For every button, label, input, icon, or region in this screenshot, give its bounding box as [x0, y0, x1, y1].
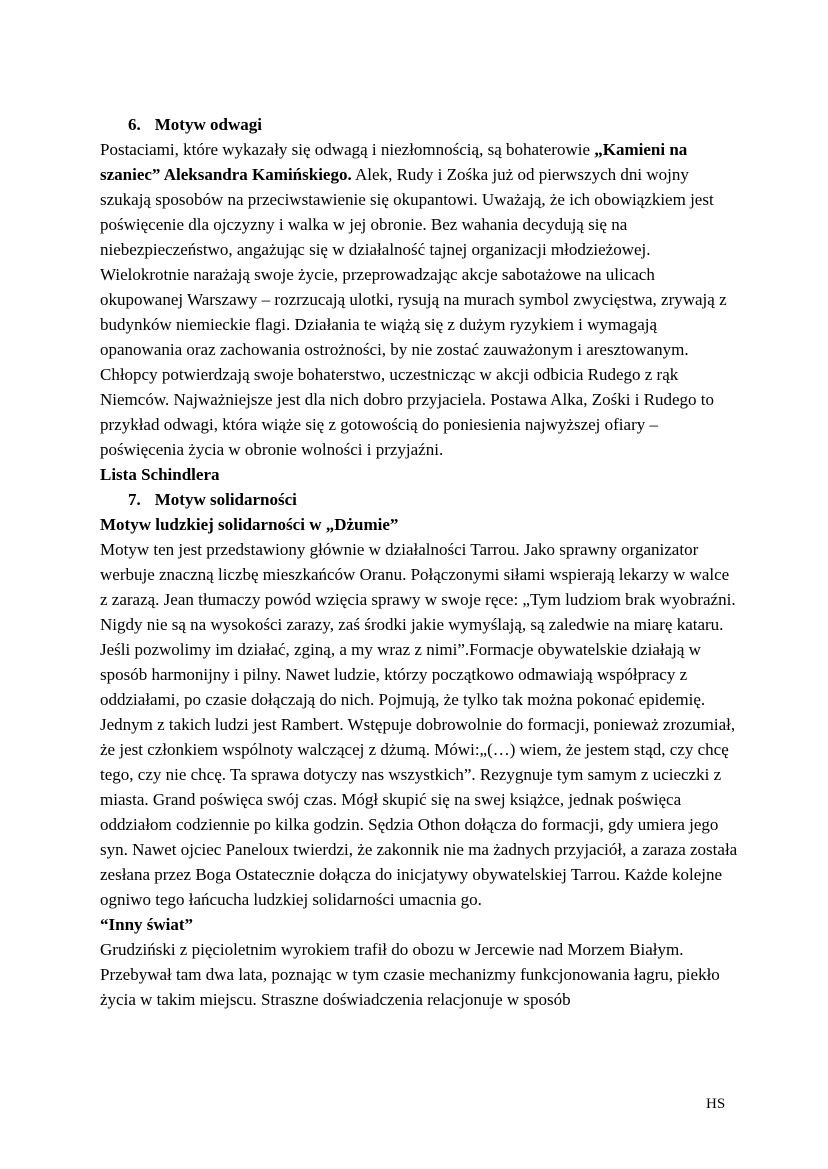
subheading-lista-schindlera: Lista Schindlera	[100, 465, 220, 484]
heading-text: Motyw odwagi	[154, 115, 262, 134]
subheading-inny-swiat: “Inny świat”	[100, 915, 194, 934]
subheading-dzuma: Motyw ludzkiej solidarności w „Dżumie”	[100, 515, 399, 534]
paragraph-run-bold: „Kamieni na szaniec” Aleksandra Kamińskiego.	[100, 140, 688, 184]
heading-text: Motyw solidarności	[154, 490, 297, 509]
paragraph-inny-swiat	[100, 937, 740, 1012]
heading-number: 6.	[128, 115, 141, 134]
heading-motyw-solidarnosci	[100, 487, 740, 512]
heading-number: 7.	[128, 490, 141, 509]
paragraph-run: Grudziński z pięcioletnim wyrokiem trafił do obozu w Jercewie nad Morzem Białym. Przebywał tam dwa lata, poznając w tym czasie mechanizmy funkcjonowania łagru, piekło życia w takim miejscu. Straszne doświadczenia relacjonuje w sposób	[100, 940, 720, 1009]
paragraph-dzuma	[100, 537, 740, 912]
page-footer-initials: HS	[706, 1096, 726, 1112]
paragraph-run: Motyw ten jest przedstawiony głównie w działalności Tarrou. Jako sprawny organizator werbuje znaczną liczbę mieszkańców Oranu. Połączonymi siłami wspierają lekarzy w walce z zarazą. Jean tłumaczy powód wzięcia sprawy w swoje ręce: „Tym ludziom brak wyobraźni. Nigdy nie są na wysokości zarazy, zaś środki jakie wymyślają, są zaledwie na miarę kataru. Jeśli pozwolimy im działać, zginą, a my wraz z nimi”.Formacje obywatelskie działają w sposób harmonijny i pilny. Nawet ludzie, którzy początkowo odmawiają współpracy z oddziałami, po czasie dołączają do nich. Pojmują, że tylko tak można pokonać epidemię. Jednym z takich ludzi jest Rambert. Wstępuje dobrowolnie do formacji, ponieważ zrozumiał, że jest członkiem wspólnoty walczącej z dżumą. Mówi:„(…) wiem, że jestem stąd, czy chcę tego, czy nie chcę. Ta sprawa dotyczy nas wszystkich”. Rezygnuje tym samym z ucieczki z miasta. Grand poświęca swój czas. Mógł skupić się na swej książce, jednak poświęca oddziałom codziennie po kilka godzin. Sędzia Othon dołącza do formacji, gdy umiera jego syn. Nawet ojciec Paneloux twierdzi, że zakonnik nie ma żadnych przyjaciół, a zaraza została zesłana przez Boga Ostatecznie dołącza do inicjatywy obywatelskiej Tarrou. Każde kolejne ogniwo tego łańcucha ludzkiej solidarności umacnia go.	[100, 540, 738, 909]
document-body	[100, 112, 740, 1012]
paragraph-motyw-odwagi	[100, 137, 740, 462]
heading-motyw-odwagi	[100, 112, 740, 137]
paragraph-run: Alek, Rudy i Zośka już od pierwszych dni wojny szukają sposobów na przeciwstawienie się okupantowi. Uważają, że ich obowiązkiem jest poświęcenie dla ojczyzny i walka w jej obronie. Bez wahania decydują się na niebezpieczeństwo, angażując się w działalność tajnej organizacji młodzieżowej. Wielokrotnie narażają swoje życie, przeprowadzając akcje sabotażowe na ulicach okupowanej Warszawy – rozrzucają ulotki, rysują na murach symbol zwycięstwa, zrywają z budynków niemieckie flagi. Działania te wiążą się z dużym ryzykiem i wymagają opanowania oraz zachowania ostrożności, by nie zostać zauważonym i aresztowanym. Chłopcy potwierdzają swoje bohaterstwo, uczestnicząc w akcji odbicia Rudego z rąk Niemców. Najważniejsze jest dla nich dobro przyjaciela. Postawa Alka, Zośki i Rudego to przykład odwagi, która wiąże się z gotowością do poniesienia najwyższej ofiary – poświęcenia życia w obronie wolności i przyjaźni.	[100, 165, 727, 459]
paragraph-run: Postaciami, które wykazały się odwagą i niezłomnością, są bohaterowie	[100, 140, 595, 159]
